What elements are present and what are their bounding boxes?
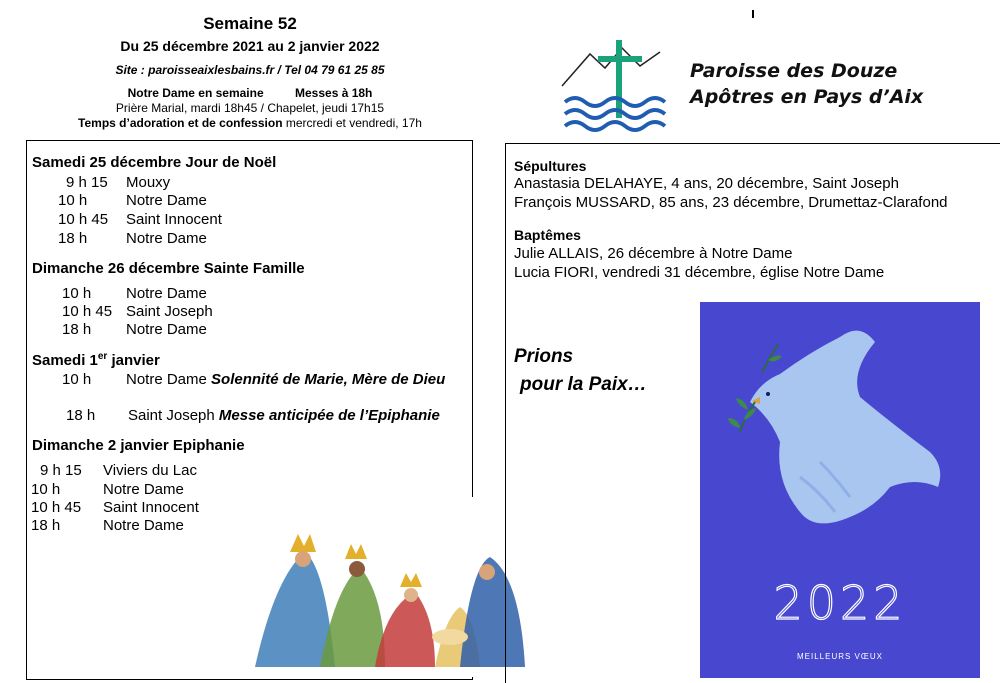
parish-name-line2: Apôtres en Pays d’Aix — [690, 86, 924, 108]
day-heading: Dimanche 26 décembre Sainte Famille — [32, 260, 305, 277]
schedule-time: 10 h — [62, 285, 92, 302]
schedule-place: Saint Innocent — [103, 499, 199, 516]
site-contact-line: Site : paroisseaixlesbains.fr / Tel 04 79 61 25 85 — [115, 63, 385, 77]
schedule-time: 18 h — [66, 407, 96, 424]
parish-name-line1: Paroisse des Douze — [690, 60, 898, 82]
cross-mountain-waves-icon — [560, 36, 670, 136]
day-heading: Dimanche 2 janvier Epiphanie — [32, 437, 245, 454]
prayer-line: Prière Marial, mardi 18h45 / Chapelet, jeudi 17h15 — [115, 101, 385, 115]
schedule-place: Saint Innocent — [126, 211, 222, 228]
adoration-label: Temps d’adoration et de confession — [78, 116, 283, 130]
schedule-place: Viviers du Lac — [103, 462, 197, 479]
schedule-time: 10 h — [31, 481, 61, 498]
schedule-time: 10 h 45 — [31, 499, 82, 516]
schedule-time: 10 h 45 — [58, 211, 109, 228]
prayer-title-line1: Prions — [514, 346, 574, 367]
day-heading: Samedi 25 décembre Jour de Noël — [32, 154, 277, 171]
card-year: 2022 — [773, 576, 907, 630]
schedule-time: 18 h — [58, 230, 88, 247]
magi-nativity-watercolor-image — [235, 497, 535, 677]
baptism-entry: Lucia FIORI, vendredi 31 décembre, église Notre Dame — [514, 264, 885, 281]
schedule-time: 10 h 45 — [62, 303, 113, 320]
burial-entry: François MUSSARD, 85 ans, 23 décembre, Drumettaz-Clarafond — [514, 194, 948, 211]
schedule-place: Saint Joseph — [126, 303, 213, 320]
burial-entry: Anastasia DELAHAYE, 4 ans, 20 décembre, Saint Joseph — [514, 175, 899, 192]
prayer-title-line2: pour la Paix… — [520, 374, 647, 395]
schedule-place: Notre Dame — [126, 285, 207, 302]
liturgy-note: Messe anticipée de l’Epiphanie — [218, 407, 440, 424]
weekday-label: Notre Dame en semaine — [127, 86, 264, 100]
schedule-place-with-note: Notre Dame Solennité de Marie, Mère de Dieu — [126, 371, 446, 388]
day-heading: Samedi 1er janvier — [32, 351, 160, 369]
schedule-place: Notre Dame — [103, 517, 184, 534]
new-year-card — [700, 302, 980, 678]
schedule-place: Notre Dame — [126, 192, 207, 209]
weekday-masses: Messes à 18h — [295, 86, 373, 100]
baptisms-heading: Baptêmes — [514, 227, 581, 243]
schedule-time: 18 h — [62, 321, 92, 338]
burials-heading: Sépultures — [514, 158, 587, 174]
schedule-place: Mouxy — [126, 174, 171, 191]
baptism-entry: Julie ALLAIS, 26 décembre à Notre Dame — [514, 245, 793, 262]
weekday-masses-line — [40, 86, 460, 100]
schedule-place: Notre Dame — [126, 230, 207, 247]
schedule-time: 10 h — [58, 192, 88, 209]
liturgy-note: Solennité de Marie, Mère de Dieu — [211, 371, 446, 388]
stray-mark — [752, 10, 754, 18]
card-wishes: MEILLEURS VŒUX — [796, 652, 884, 661]
schedule-place: Notre Dame — [126, 321, 207, 338]
bulletin-dates: Du 25 décembre 2021 au 2 janvier 2022 — [120, 38, 380, 54]
adoration-line — [40, 116, 460, 130]
bulletin-week-title: Semaine 52 — [203, 14, 297, 33]
schedule-time: 18 h — [31, 517, 61, 534]
schedule-place: Notre Dame — [103, 481, 184, 498]
schedule-place-with-note: Saint Joseph Messe anticipée de l’Epiphanie — [128, 407, 440, 424]
adoration-times: mercredi et vendredi, 17h — [282, 116, 422, 130]
schedule-time: 10 h — [62, 371, 92, 388]
schedule-time: 9 h 15 — [66, 174, 108, 191]
schedule-time: 9 h 15 — [40, 462, 82, 479]
